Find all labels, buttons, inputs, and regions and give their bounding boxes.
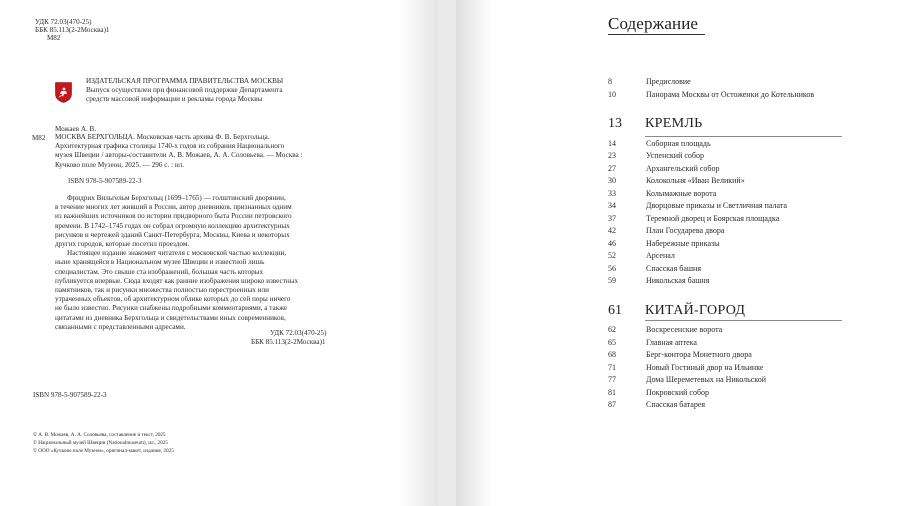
toc-page-number: 81 — [608, 388, 616, 397]
toc-entry-title: Берг-контора Монетного двора — [646, 350, 752, 359]
annotation-line: памятников, так и рисунки множества полностью перестроенных или — [55, 286, 269, 295]
toc-page-number: 62 — [608, 325, 616, 334]
annotation-line: Настоящее издание знакомит читателя с московской частью коллекции, — [67, 249, 287, 258]
toc-entry-title: Воскресенские ворота — [646, 325, 723, 334]
bibliographic-record — [55, 133, 302, 170]
toc-entry-title: Новый Гостиный двор на Ильинке — [646, 363, 764, 372]
toc-page-number: 77 — [608, 375, 616, 384]
section-page-number: 13 — [608, 116, 622, 131]
udk-top: УДК 72.03(470-25) — [35, 18, 92, 26]
toc-page-number: 65 — [608, 338, 616, 347]
toc-entry-title: Соборная площадь — [646, 139, 711, 148]
copyright-line: © ООО «Кучково поле Музеон», оригинал-макет, издание, 2025 — [33, 448, 174, 454]
right-page — [456, 0, 900, 506]
toc-page-number: 10 — [608, 90, 616, 99]
toc-page-number: 8 — [608, 77, 612, 86]
program-line: средств массовой информации и рекламы города Москвы — [86, 95, 263, 104]
isbn-block: ISBN 978-5-907589-22-3 — [68, 177, 142, 185]
bib-line: МОСКВА БЕРХГОЛЬЦА. Московская часть архива Ф. В. Берхгольца. — [55, 133, 270, 141]
author: Можаев А. В. — [55, 125, 96, 133]
section-page-number: 61 — [608, 303, 622, 318]
spine-shadow — [456, 0, 492, 506]
toc-entry-title: Дома Шереметевых на Никольской — [646, 375, 767, 384]
annotation-line: в течение многих лет живший в России, автор дневников, признанных одним — [55, 203, 292, 212]
annotation-line: специалистам. Это свыше ста изображений, большая часть которых — [55, 267, 264, 276]
annotation-line: рисунков и чертежей зданий Санкт-Петербурга, Москвы, Киева и некоторых — [55, 230, 290, 239]
annotation-line: ныне хранящейся в Национальном музее Швеции и известной лишь — [55, 258, 265, 267]
bib-line: Архитектурная графика столицы 1740-х годов из собрания Национального — [55, 142, 285, 151]
bbk-bottom: ББК 85.113(2-2Москва)1 — [251, 338, 326, 346]
section-title[interactable]: КРЕМЛЬ — [645, 116, 703, 131]
annotation-line: утраченных объектов, об архитектурном облике которых до сей поры ничего — [55, 295, 291, 304]
toc-page-number: 52 — [608, 251, 616, 260]
copyright-line: © А. В. Можаев, А. А. Соловьева, составление и текст, 2025 — [33, 432, 166, 438]
toc-entry-title: Теремной дворец и Боярская площадка — [646, 214, 780, 223]
toc-page-number: 37 — [608, 214, 616, 223]
annotation-line: времени. В 1742–1745 годах он собрал огромную коллекцию архитектурных — [55, 221, 290, 230]
toc-entry-title: Колокольня «Иван Великий» — [646, 176, 745, 185]
bib-line: Кучково поле Музеон, 2025. — 296 с. : ил. — [55, 160, 185, 169]
program-line: Выпуск осуществлен при финансовой поддержке Департамента — [86, 86, 283, 95]
toc-page-number: 30 — [608, 176, 616, 185]
toc-page-number: 59 — [608, 276, 616, 285]
spine-shadow — [398, 0, 438, 506]
copyright-line: © Национальный музей Швеции (Nationalmuseum), ил., 2025 — [33, 440, 168, 446]
toc-entry-title: Колымажные ворота — [646, 189, 717, 198]
code-top: М82 — [47, 34, 61, 42]
annotation-line: из важнейших источников по истории придворного быта России петровского — [55, 212, 292, 221]
toc-entry-title: Арсенал — [646, 251, 675, 260]
moscow-coat-of-arms-icon — [55, 82, 72, 103]
toc-page-number: 27 — [608, 164, 616, 173]
toc-entry-title: Набережные приказы — [646, 239, 720, 248]
toc-page-number: 23 — [608, 151, 616, 160]
bib-line: музея Швеции / авторы-составители А. В. Можаев, А. А. Соловьева. — Москва : — [55, 151, 303, 160]
toc-page-number: 34 — [608, 201, 616, 210]
toc-page-number: 14 — [608, 139, 616, 148]
section-rule — [645, 136, 842, 137]
toc-entry-title: Предисловие — [646, 77, 691, 86]
isbn-bottom: ISBN 978-5-907589-22-3 — [33, 391, 107, 399]
program-block — [86, 77, 283, 105]
annotation-line: публикуется впервые. Сюда входят как ранние изображения широко известных — [55, 276, 299, 285]
toc-page-number: 71 — [608, 363, 616, 372]
toc-page-number: 68 — [608, 350, 616, 359]
bbk-top: ББК 85.113(2-2Москва)1 — [35, 26, 110, 34]
udk-bottom: УДК 72.03(470-25) — [270, 329, 327, 337]
section-title[interactable]: КИТАЙ-ГОРОД — [645, 303, 746, 318]
toc-page-number: 33 — [608, 189, 616, 198]
toc-entry-title: Панорама Москвы от Остоженки до Котельников — [646, 90, 815, 99]
annotation-line: связанными с представленными адресами. — [55, 322, 186, 331]
toc-page-number: 42 — [608, 226, 616, 235]
code-side: М82 — [32, 134, 46, 142]
left-page — [0, 0, 438, 506]
toc-entry-title: Никольская башня — [646, 276, 710, 285]
annotation — [55, 194, 298, 332]
toc-entry-title: Архангельский собор — [646, 164, 720, 173]
toc-entry-title: Дворцовые приказы и Светличная палата — [646, 201, 787, 210]
annotation-line: не было известно. Рисунки снабжены подробными комментариями, а также — [55, 304, 288, 313]
toc-page-number: 87 — [608, 400, 616, 409]
section-rule — [645, 320, 842, 321]
annotation-line: других городов, которые посетил проездом. — [55, 240, 190, 249]
toc-entry-title: Спасская батарея — [646, 400, 706, 409]
toc-entry-title: Спасская башня — [646, 264, 702, 273]
toc-entry-title: План Государева двора — [646, 226, 725, 235]
toc-entry-title: Покровский собор — [646, 388, 710, 397]
toc-page-number: 56 — [608, 264, 616, 273]
program-title: ИЗДАТЕЛЬСКАЯ ПРОГРАММА ПРАВИТЕЛЬСТВА МОСКВЫ — [86, 77, 284, 85]
toc-page-number: 46 — [608, 239, 616, 248]
annotation-line: Фридрих Вильгельм Берхгольц (1699–1765) — голштинский дворянин, — [67, 194, 286, 202]
toc-entry-title: Успенский собор — [646, 151, 704, 160]
toc-title: Содержание — [608, 14, 699, 33]
toc-title-underline — [608, 34, 705, 35]
toc-entry-title: Главная аптека — [646, 338, 697, 347]
annotation-line: цитатами из дневника Берхгольца и свидетельствами иных современников, — [55, 313, 286, 322]
